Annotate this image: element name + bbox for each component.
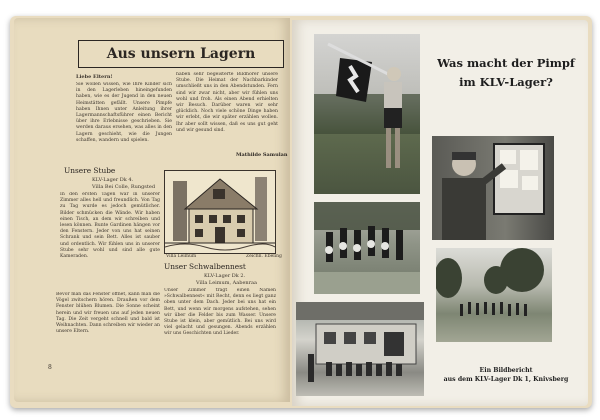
intro-text: Sie wollen wissen, wie Ihre Kinder sich in den Lagerleben hineingefunden haben, wie es der Jugend in den neuen Heimstätten gefällt. Unsere Pimpfe haben Ihnen unter Anleitung ihrer Lagermannschaftsführer einen Bericht über ihre Erlebnisse geschrieben. Sie werden daraus ersehen, was alles in den Lagern geschieht, wie die Jungen schaffen, wandern und spielen.	[76, 82, 172, 143]
page-number: 8	[48, 364, 52, 371]
signature: Mathilde Samulan	[236, 152, 288, 158]
section1-text: In den ersten Tagen war in unserer Zimmer alles hell und freundlich. Von Tag zu Tag wurde es jedoch gemütlicher. Bilder schmücken die Wände. Wir haben einen Tisch, an dem wir schreiben und lesen können. Bunte Gardinen hängen vor den Fenstern. Jeder von uns hat seinen Schrank und sein Bett. Alles ist sauber und ordentlich. Wir fühlen uns in unserer Stube sehr wohl und sind alle gute Kameraden.	[60, 192, 160, 260]
intro-continuation-text: haben sehr begeisterte Bildhörer unsere Stube. Die Heimat der Nachbarkinder umschließt uns in den Abendstunden. Fern sind wir zwar nicht, aber wir fühlen uns wohl und froh. Als einen Abend erhielten wir Besuch. Darüber waren wir sehr glücklich. Noch viele schöne Dinge haben wir erlebt, die wir später erzählen wollen. Ihr aber sollt wissen, daß es uns gut geht und wir gesund sind.	[176, 72, 278, 133]
section2-camp: KLV-Lager Dk 2.	[204, 273, 246, 279]
photo-drum-band	[314, 202, 420, 294]
section2-villa: Villa Leimum, Aabenraa	[196, 280, 257, 286]
photo-group-building	[296, 302, 424, 396]
drawing-caption-right: Zeichn. Ebeling	[246, 254, 282, 259]
intro-greeting: Liebe Eltern!	[76, 74, 113, 80]
photo-march-field	[436, 248, 552, 342]
villa-drawing	[164, 170, 276, 254]
page-title: Aus unsern Lagern	[78, 40, 284, 68]
photo-bugler	[314, 34, 420, 194]
bildbericht-line2: aus dem KLV-Lager Dk 1, Knivsberg	[443, 376, 569, 383]
section-heading-schwalbennest: Unser Schwalbennest	[164, 262, 246, 271]
section1-camp: KLV-Lager Dk 4.	[92, 177, 134, 183]
villa-sketch-image	[165, 171, 275, 253]
right-title-line1: Was macht der Pimpf	[437, 56, 575, 70]
right-title-line2: im KLV-Lager?	[459, 75, 553, 89]
left-col-bottom-text: Bevor man das Fenster öffnet, kann man die Vögel zwitschern hören. Draußen vor dem Fenster blühen Blumen. Die Sonne scheint herein und wir freuen uns auf jeden neuen Tag. Die Zeit vergeht schnell und bald ist Weihnachten. Dann schreiben wir wieder an unsere Eltern.	[56, 292, 160, 335]
photo-leader-noticeboard	[432, 136, 554, 240]
section-heading-unsere-stube: Unsere Stube	[64, 166, 116, 175]
bildbericht-line1: Ein Bildbericht	[479, 367, 533, 374]
section2-text: Unser Zimmer trägt einen Namen »Schwalbennest« mit Recht, denn es liegt ganz oben unter dem Dach. Jeder bei uns hat ein Bett, und wenn wir morgens aufstehen, sehen wir über die Felder bis zum Wasser. Unsere Stube ist klein, aber gemütlich. Bei uns wird viel gelacht und gesungen. Abends erzählen wir uns Geschichten und Lieder.	[164, 288, 276, 337]
section1-villa: Villa Bei Colle, Rungsted	[92, 184, 156, 190]
drawing-caption-left: Villa Leimum	[166, 254, 197, 259]
